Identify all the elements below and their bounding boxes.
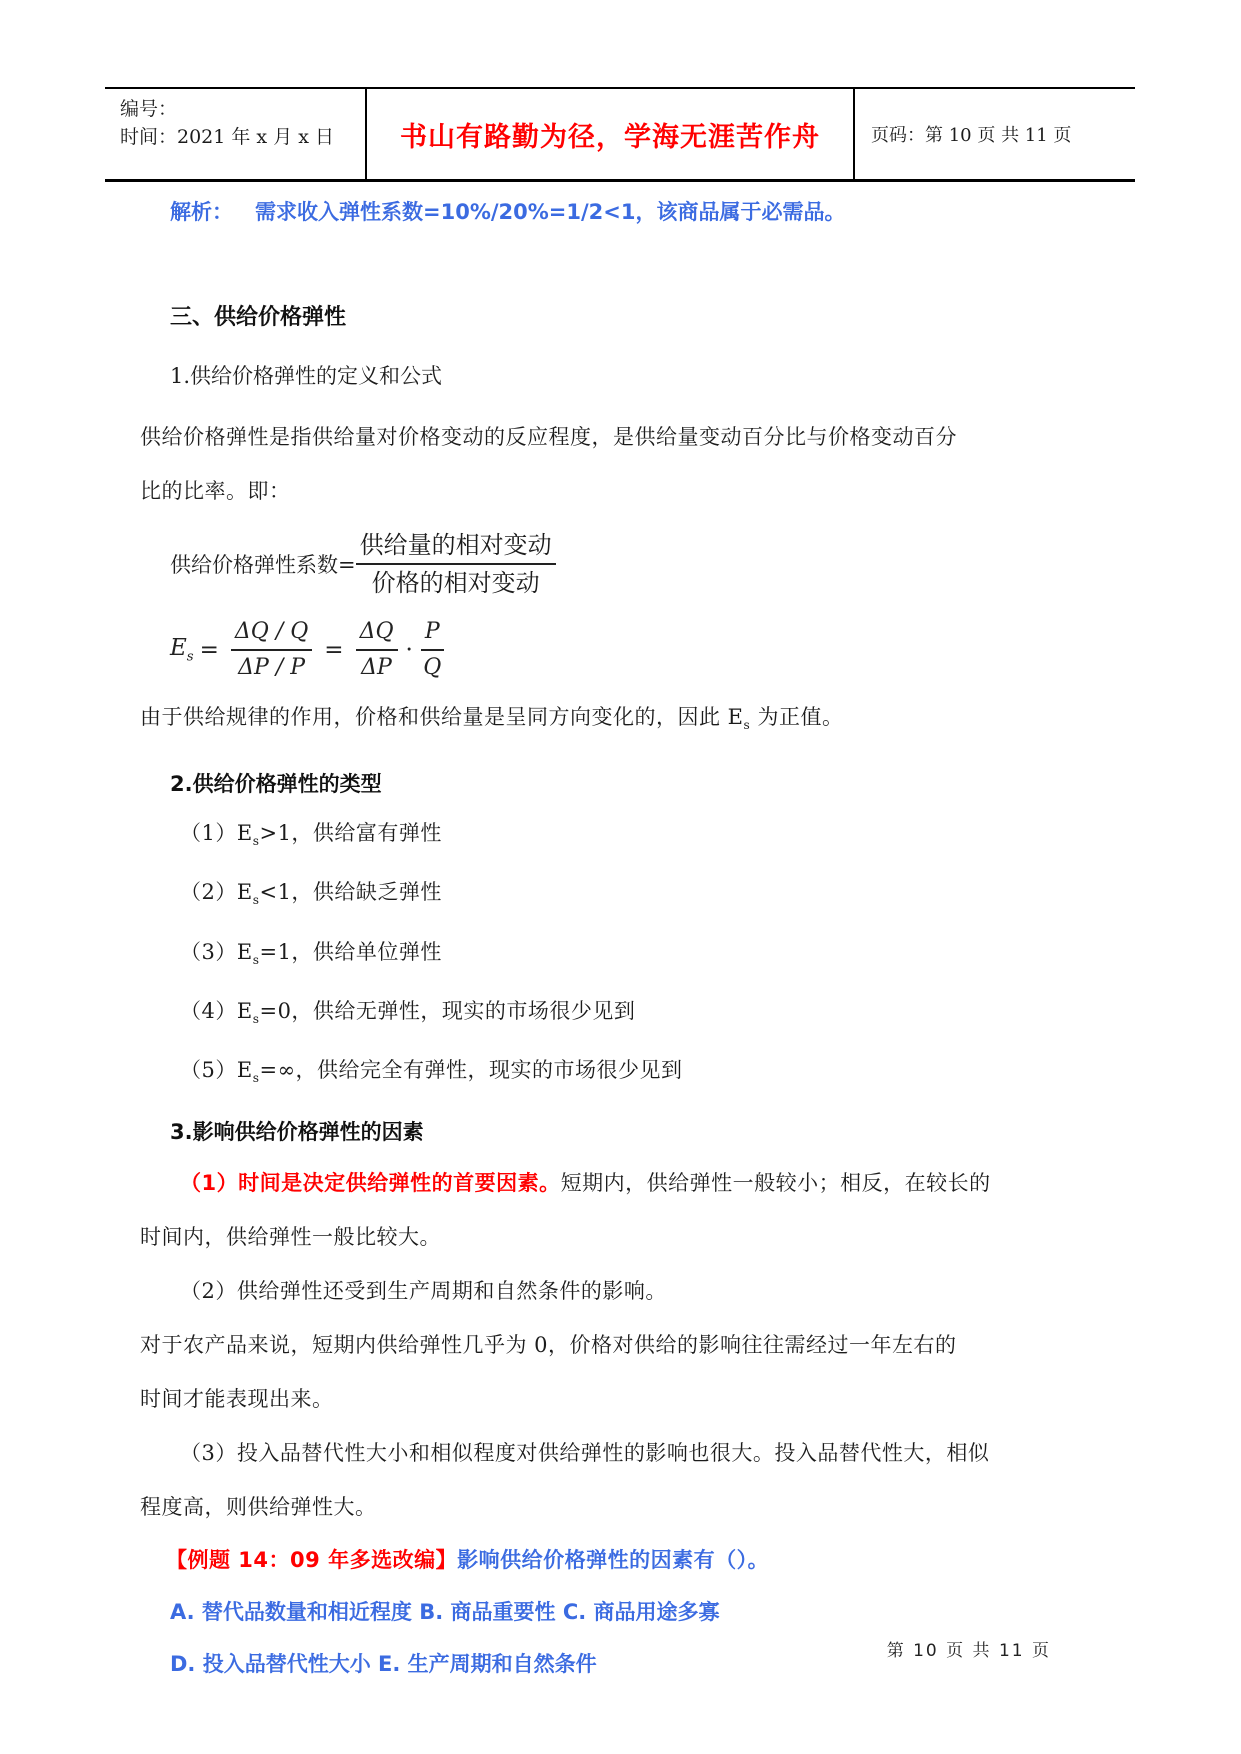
list-item: $(2)E_s<1$，供给缺乏弹性 [180,880,442,908]
header-page-cell [855,89,1135,179]
equals-sign: = [199,637,219,663]
document-body [0,186,1241,1690]
elasticity-formula-text [170,530,1103,598]
example-question: 影响供给价格弹性的因素有（）。 [457,1548,770,1573]
header-number-label: 编号： [120,98,178,120]
page-header [105,87,1135,182]
definition-paragraph [140,410,1103,518]
example-options-abc: A. 替代品数量和相近程度 B. 商品重要性 C. 商品用途多寡 [170,1600,720,1625]
fraction-3: $\frac{P}{Q}$ [421,618,444,682]
list-item: $(5)E_s=\infty$，供给完全有弹性，现实的市场很少见到 [180,1057,683,1086]
elasticity-formula-symbolic [170,612,1103,688]
factor1-emphasis: （1）时间是决定供给弹性的首要因素。 [180,1171,561,1196]
factor2-line: （2）供给弹性还受到生产周期和自然条件的影响。 [180,1279,667,1304]
definition-line1: 供给价格弹性是指供给量对价格变动的反应程度，是供给量变动百分比与价格变动百分 [140,425,957,449]
factor2-note-line1: 对于农产品来说，短期内供给弹性几乎为 0，价格对供给的影响往往需经过一年左右的 [140,1333,957,1358]
factor3-line2: 程度高，则供给弹性大。 [140,1495,377,1520]
definition-line2: 比的比率。即： [140,479,291,503]
subsection1-title: 1.供给价格弹性的定义和公式 [170,364,443,388]
analysis-label: 解析： [170,200,233,224]
fraction-2: $\frac{\Delta Q}{\Delta P}$ [356,618,398,682]
fraction-1: $\frac{\Delta Q / Q}{\Delta P / P}$ [231,618,312,682]
factors-paragraphs [140,1156,1103,1534]
factor1-line2: 时间内，供给弹性一般比较大。 [140,1225,441,1250]
formula-fraction [356,530,556,598]
subsection2-title: 2.供给价格弹性的类型 [170,772,382,797]
header-motto: 书山有路勤为径，学海无涯苦作舟 [400,121,820,153]
formula-numerator: 供给量的相对变动 [356,530,556,565]
formula-denominator: 价格的相对变动 [371,569,540,597]
formula-var: $E_s$ [170,635,194,665]
list-item: $(4)E_s=0$，供给无弹性，现实的市场很少见到 [180,998,636,1026]
example-options-de: D. 投入品替代性大小 E. 生产周期和自然条件 [170,1652,597,1677]
factor1-line1: （1）时间是决定供给弹性的首要因素。短期内，供给弹性一般较小；相反，在较长的 [180,1171,991,1196]
equals-sign: = [324,637,344,663]
section-title: 三、供给价格弹性 [170,305,347,330]
analysis-line [170,196,1103,228]
header-time-label: 时间：2021 年 x 月 x 日 [120,126,334,148]
multiplication-dot: · [405,637,413,663]
list-item: $(3)E_s=1$，供给单位弹性 [180,939,442,967]
footer-page-number: 第 10 页 共 11 页 [886,1641,1051,1661]
subsection3-title: 3.影响供给价格弹性的因素 [170,1120,424,1145]
header-page-label: 页码：第 10 页 共 11 页 [871,125,1072,146]
header-motto-cell [365,89,855,179]
example-block [140,1534,1103,1690]
header-meta-cell [105,89,365,179]
factor2-note-line2: 时间才能表现出来。 [140,1387,334,1412]
list-item: $(1)E_s>1$，供给富有弹性 [180,821,442,849]
analysis-text: 需求收入弹性系数=10%/20%=1/2<1，该商品属于必需品。 [255,200,846,224]
example-tag: 【例题 14：09 年多选改编】 [166,1548,458,1573]
example-title-line [166,1534,1103,1586]
positive-value-note: 由于供给规律的作用，价格和供给量是呈同方向变化的，因此 $E_s$ 为正值。 [140,705,844,733]
formula-lhs: 供给价格弹性系数= [170,553,356,577]
factor3-line1: （3）投入品替代性大小和相似程度对供给弹性的影响也很大。投入品替代性大，相似 [180,1441,990,1466]
elasticity-type-list [140,808,1103,1104]
